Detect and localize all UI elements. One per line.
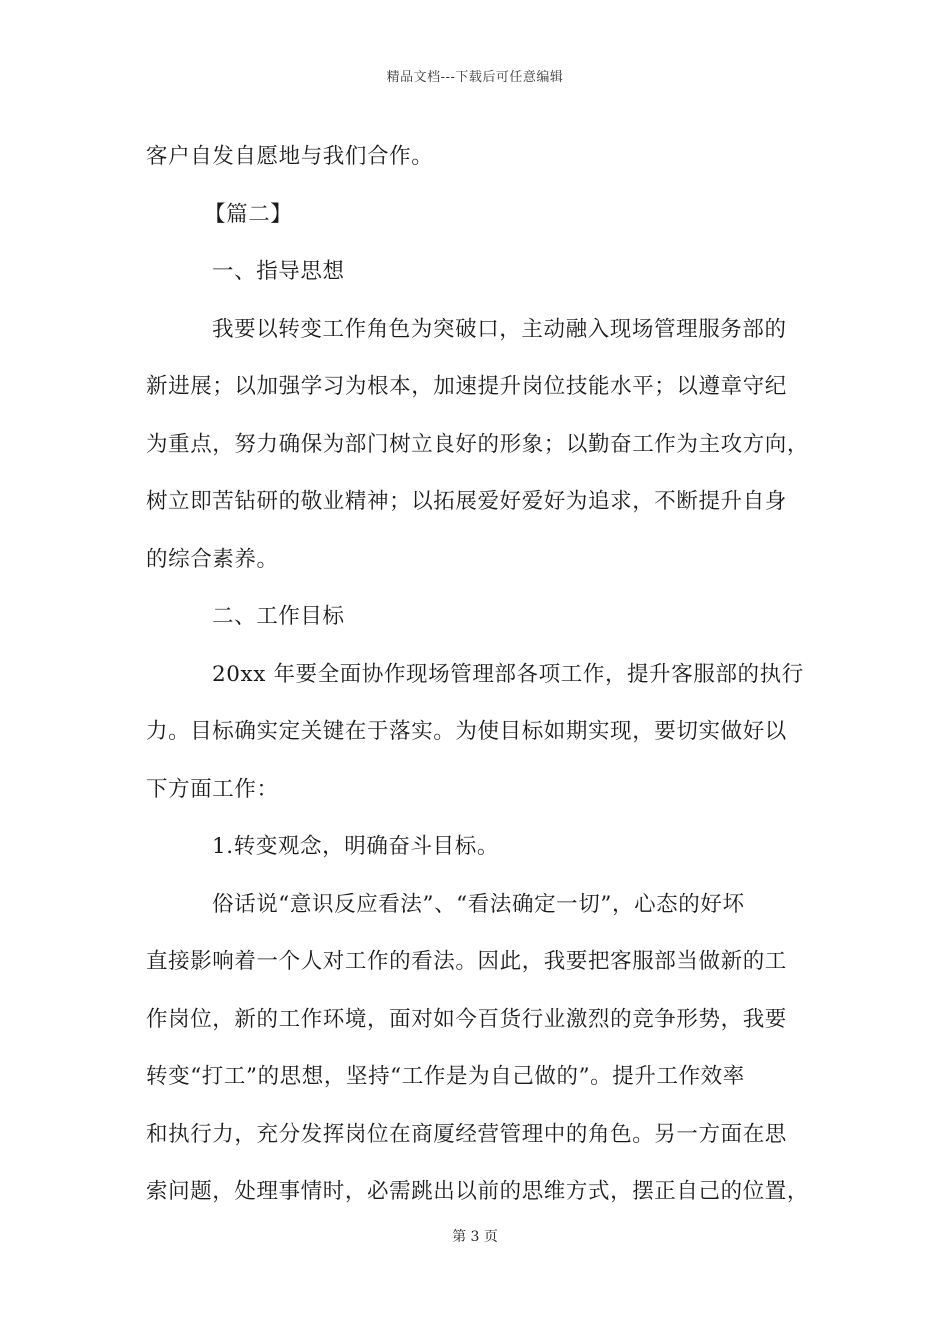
paragraph-line: 的综合素养。 xyxy=(146,546,279,572)
paragraph-line: 和执行力，充分发挥岗位在商厦经营管理中的角色。另一方面在思 xyxy=(146,1121,787,1147)
paragraph-line: 下方面工作： xyxy=(146,776,279,802)
paragraph-line: 客户自发自愿地与我们合作。 xyxy=(146,144,434,169)
document-body xyxy=(146,128,826,1221)
paragraph-line: 作岗位，新的工作环境，面对如今百货行业激烈的竞争形势，我要 xyxy=(146,1006,787,1032)
paragraph-line: 力。目标确实定关键在于落实。为使目标如期实现，要切实做好以 xyxy=(146,719,787,744)
paragraph-line: 树立即苦钻研的敬业精神；以拓展爱好爱好为追求，不断提升自身 xyxy=(146,489,787,514)
paragraph-line: 俗话说“意识反应看法”、“看法确定一切”，心态的好坏 xyxy=(212,891,745,917)
paragraph-line: 我要以转变工作角色为突破口，主动融入现场管理服务部的 xyxy=(212,316,787,342)
page-number: 第 3 页 xyxy=(452,1229,498,1245)
paragraph-line: 20xx 年要全面协作现场管理部各项工作，提升客服部的执行 xyxy=(212,661,804,687)
subsection-heading: 二、工作目标 xyxy=(212,604,345,629)
paragraph-line: 直接影响着一个人对工作的看法。因此，我要把客服部当做新的工 xyxy=(146,949,787,974)
paragraph-line: 转变“打工”的思想，坚持“工作是为自己做的”。提升工作效率 xyxy=(146,1064,745,1089)
section-heading: 【篇二】 xyxy=(204,201,293,227)
paragraph-line: 索问题，处理事情时，必需跳出以前的思维方式，摆正自己的位置， xyxy=(146,1179,810,1204)
paragraph-line: 新进展；以加强学习为根本，加速提升岗位技能水平；以遵章守纪 xyxy=(146,374,787,399)
paragraph-line: 为重点，努力确保为部门树立良好的形象；以勤奋工作为主攻方向， xyxy=(146,431,810,457)
page-header: 精品文档---下载后可任意编辑 xyxy=(386,70,564,85)
list-item-heading: 1.转变观念，明确奋斗目标。 xyxy=(212,834,499,859)
subsection-heading: 一、指导思想 xyxy=(212,259,345,284)
